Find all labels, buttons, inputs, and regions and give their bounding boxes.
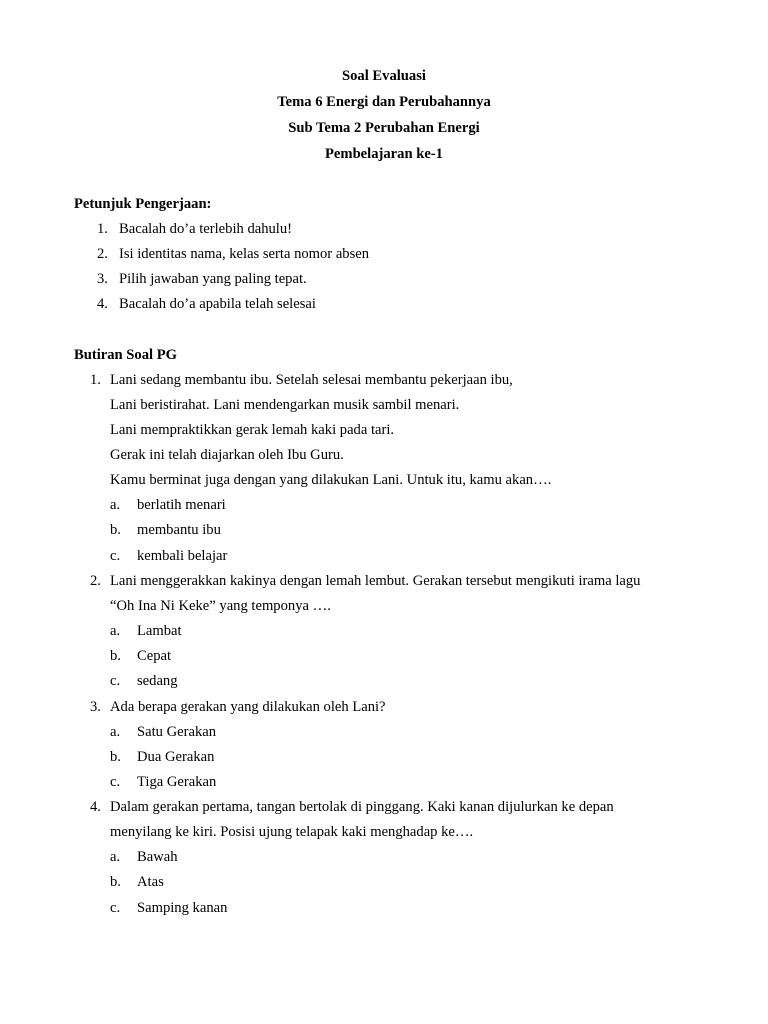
option-letter: a. <box>110 849 121 865</box>
question-number: 2. <box>90 573 101 589</box>
question-number: 4. <box>90 799 101 815</box>
option-letter: c. <box>110 774 121 790</box>
option-text: kembali belajar <box>137 548 228 564</box>
option-text: Dua Gerakan <box>137 749 215 765</box>
header-subtheme: Sub Tema 2 Perubahan Energi <box>288 120 480 136</box>
question-text: menyilang ke kiri. Posisi ujung telapak kaki menghadap ke…. <box>110 824 474 840</box>
option-text: Satu Gerakan <box>137 724 217 740</box>
option-letter: a. <box>110 724 121 740</box>
instruction-number: 3. <box>97 271 108 287</box>
option-text: Atas <box>137 874 164 890</box>
option-letter: a. <box>110 623 121 639</box>
question-text: “Oh Ina Ni Keke” yang temponya …. <box>110 598 331 614</box>
option-text: Samping kanan <box>137 900 228 916</box>
option-text: Bawah <box>137 849 178 865</box>
question-text: Ada berapa gerakan yang dilakukan oleh Lani? <box>110 699 386 715</box>
option-text: berlatih menari <box>137 497 226 513</box>
option-text: Lambat <box>137 623 182 639</box>
instruction-number: 4. <box>97 296 108 312</box>
question-text: Dalam gerakan pertama, tangan bertolak di pinggang. Kaki kanan dijulurkan ke depan <box>110 799 614 815</box>
option-letter: b. <box>110 522 121 538</box>
question-text: Gerak ini telah diajarkan oleh Ibu Guru. <box>110 447 344 463</box>
question-text: Lani mempraktikkan gerak lemah kaki pada tari. <box>110 422 395 438</box>
option-letter: b. <box>110 749 121 765</box>
question-text: Lani beristirahat. Lani mendengarkan musik sambil menari. <box>110 397 460 413</box>
option-letter: b. <box>110 874 121 890</box>
option-letter: b. <box>110 648 121 664</box>
document-header <box>0 66 768 170</box>
option-letter: a. <box>110 497 121 513</box>
header-theme: Tema 6 Energi dan Perubahannya <box>277 94 491 110</box>
question-number: 1. <box>90 372 101 388</box>
option-letter: c. <box>110 673 121 689</box>
question-text: Lani menggerakkan kakinya dengan lemah lembut. Gerakan tersebut mengikuti irama lagu <box>110 573 641 589</box>
option-text: sedang <box>137 673 178 689</box>
questions-section-title: Butiran Soal PG <box>74 347 177 363</box>
question-text: Kamu berminat juga dengan yang dilakukan Lani. Untuk itu, kamu akan…. <box>110 472 552 488</box>
instruction-text: Bacalah do’a terlebih dahulu! <box>119 221 293 237</box>
option-text: Cepat <box>137 648 172 664</box>
option-text: membantu ibu <box>137 522 221 538</box>
instruction-number: 1. <box>97 221 108 237</box>
option-letter: c. <box>110 900 121 916</box>
instruction-number: 2. <box>97 246 108 262</box>
instruction-text: Isi identitas nama, kelas serta nomor absen <box>119 246 370 262</box>
instruction-text: Bacalah do’a apabila telah selesai <box>119 296 316 312</box>
option-letter: c. <box>110 548 121 564</box>
instructions-title: Petunjuk Pengerjaan: <box>74 196 212 212</box>
question-text: Lani sedang membantu ibu. Setelah selesai membantu pekerjaan ibu, <box>110 372 513 388</box>
header-lesson: Pembelajaran ke-1 <box>325 146 443 162</box>
question-number: 3. <box>90 699 101 715</box>
header-title: Soal Evaluasi <box>342 68 426 84</box>
instruction-text: Pilih jawaban yang paling tepat. <box>119 271 307 287</box>
option-text: Tiga Gerakan <box>137 774 217 790</box>
